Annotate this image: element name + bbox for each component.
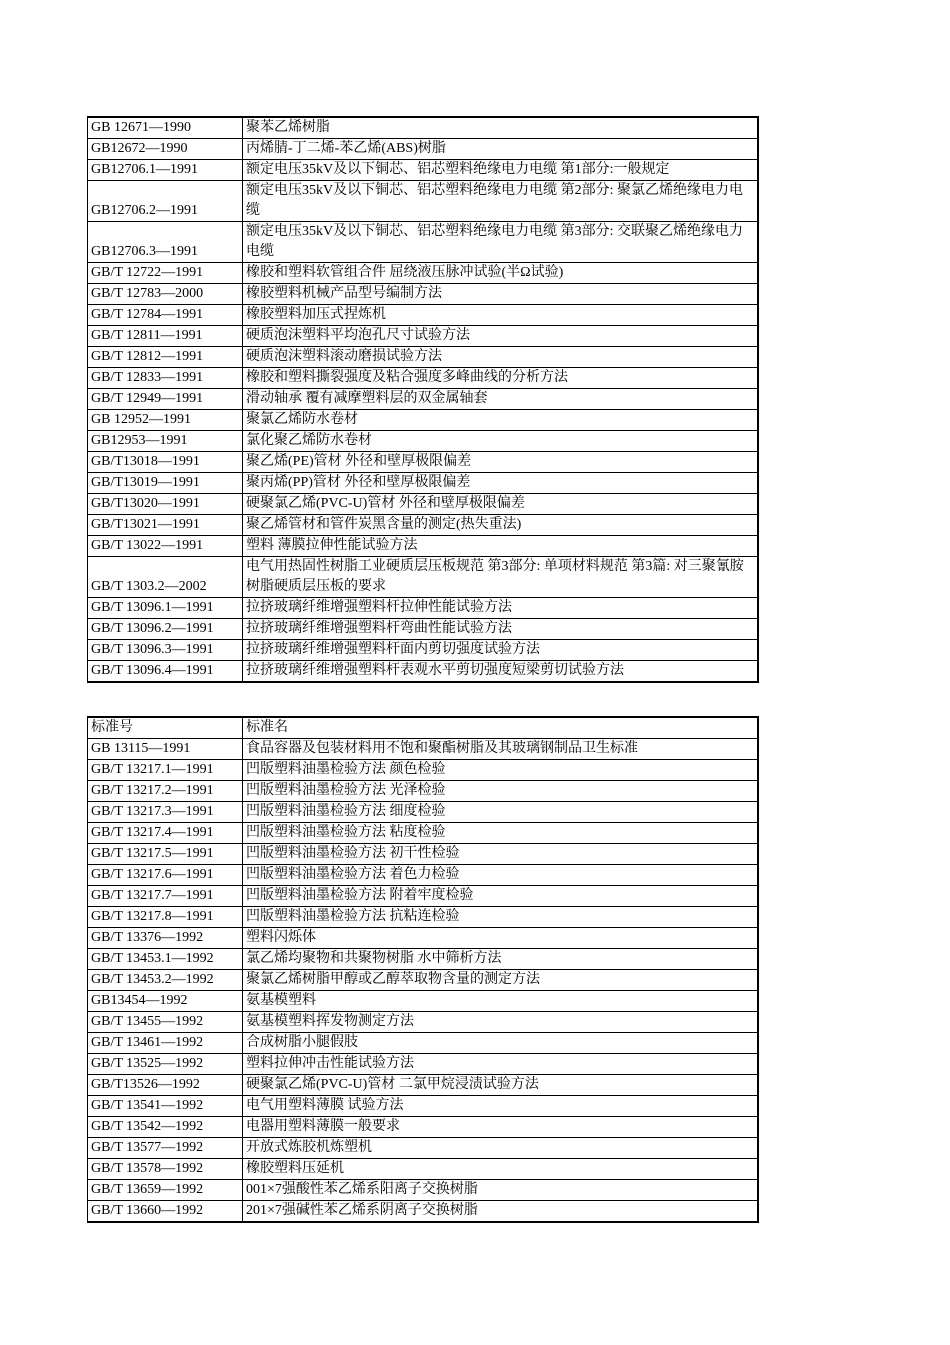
standard-number-cell: GB/T 13096.3—1991	[88, 640, 243, 661]
table-row	[88, 515, 758, 536]
table-row	[88, 305, 758, 326]
table-row	[88, 886, 758, 907]
table-row	[88, 991, 758, 1012]
table-row	[88, 347, 758, 368]
standard-number-cell: GB/T 13217.2—1991	[88, 781, 243, 802]
standard-name-cell: 拉挤玻璃纤维增强塑料杆表观水平剪切强度短梁剪切试验方法	[243, 661, 758, 683]
standard-number-cell: GB/T 13217.3—1991	[88, 802, 243, 823]
standard-number-cell: GB/T 13022—1991	[88, 536, 243, 557]
table-row	[88, 1033, 758, 1054]
table-row	[88, 557, 758, 598]
standard-name-cell: 氯乙烯均聚物和共聚物树脂 水中筛析方法	[243, 949, 758, 970]
standard-name-cell: 硬质泡沫塑料平均泡孔尺寸试验方法	[243, 326, 758, 347]
standard-number-cell: GB12706.1—1991	[88, 160, 243, 181]
header-standard-number: 标准号	[88, 717, 243, 739]
standard-number-cell: GB/T 13525—1992	[88, 1054, 243, 1075]
standard-name-cell: 氨基模塑料挥发物测定方法	[243, 1012, 758, 1033]
standard-name-cell: 橡胶塑料机械产品型号编制方法	[243, 284, 758, 305]
standard-name-cell: 开放式炼胶机炼塑机	[243, 1138, 758, 1159]
table-row	[88, 802, 758, 823]
table-row	[88, 222, 758, 263]
standard-number-cell: GB/T13020—1991	[88, 494, 243, 515]
standard-number-cell: GB 12952—1991	[88, 410, 243, 431]
table-row	[88, 1054, 758, 1075]
table-row	[88, 640, 758, 661]
standard-name-cell: 橡胶和塑料软管组合件 屈绕液压脉冲试验(半Ω试验)	[243, 263, 758, 284]
standard-number-cell: GB/T 12949—1991	[88, 389, 243, 410]
standard-name-cell: 额定电压35kV及以下铜芯、铝芯塑料绝缘电力电缆 第1部分:一般规定	[243, 160, 758, 181]
table-row	[88, 1075, 758, 1096]
table-row	[88, 117, 758, 139]
standard-name-cell: 拉挤玻璃纤维增强塑料杆拉伸性能试验方法	[243, 598, 758, 619]
standard-name-cell: 额定电压35kV及以下铜芯、铝芯塑料绝缘电力电缆 第2部分: 聚氯乙烯绝缘电力电缆	[243, 181, 758, 222]
standard-number-cell: GB/T13021—1991	[88, 515, 243, 536]
standard-number-cell: GB/T 13461—1992	[88, 1033, 243, 1054]
table-row	[88, 781, 758, 802]
standard-number-cell: GB12953—1991	[88, 431, 243, 452]
standards-table-2	[87, 716, 759, 1223]
table-row	[88, 1201, 758, 1223]
standard-number-cell: GB/T 13217.4—1991	[88, 823, 243, 844]
standard-number-cell: GB/T 13578—1992	[88, 1159, 243, 1180]
standard-name-cell: 聚氯乙烯树脂甲醇或乙醇萃取物含量的测定方法	[243, 970, 758, 991]
standard-name-cell: 塑料闪烁体	[243, 928, 758, 949]
standard-name-cell: 拉挤玻璃纤维增强塑料杆面内剪切强度试验方法	[243, 640, 758, 661]
standard-number-cell: GB/T 13453.2—1992	[88, 970, 243, 991]
standard-name-cell: 橡胶塑料压延机	[243, 1159, 758, 1180]
standard-name-cell: 凹版塑料油墨检验方法 颜色检验	[243, 760, 758, 781]
table-row	[88, 844, 758, 865]
standard-name-cell: 聚乙烯管材和管件炭黑含量的测定(热失重法)	[243, 515, 758, 536]
standard-number-cell: GB/T 13455—1992	[88, 1012, 243, 1033]
table-row	[88, 263, 758, 284]
table-row	[88, 389, 758, 410]
standard-number-cell: GB/T 13660—1992	[88, 1201, 243, 1223]
standard-number-cell: GB/T 13096.4—1991	[88, 661, 243, 683]
standard-name-cell: 电器用塑料薄膜一般要求	[243, 1117, 758, 1138]
standard-name-cell: 食品容器及包装材料用不饱和聚酯树脂及其玻璃钢制品卫生标准	[243, 739, 758, 760]
table-row	[88, 760, 758, 781]
table-row	[88, 907, 758, 928]
table-row	[88, 181, 758, 222]
standard-number-cell: GB 13115—1991	[88, 739, 243, 760]
standard-number-cell: GB/T 12722—1991	[88, 263, 243, 284]
table-row	[88, 1012, 758, 1033]
standards-table-1-body	[88, 117, 758, 682]
table-row	[88, 619, 758, 640]
table-row	[88, 865, 758, 886]
standard-number-cell: GB/T13526—1992	[88, 1075, 243, 1096]
standard-name-cell: 硬质泡沫塑料滚动磨损试验方法	[243, 347, 758, 368]
table-row	[88, 928, 758, 949]
table-row	[88, 494, 758, 515]
standard-name-cell: 凹版塑料油墨检验方法 粘度检验	[243, 823, 758, 844]
standard-name-cell: 额定电压35kV及以下铜芯、铝芯塑料绝缘电力电缆 第3部分: 交联聚乙烯绝缘电力电缆	[243, 222, 758, 263]
table-row	[88, 410, 758, 431]
table-row	[88, 326, 758, 347]
header-standard-name: 标准名	[243, 717, 758, 739]
standard-number-cell: GB/T 13096.1—1991	[88, 598, 243, 619]
standard-name-cell: 电气用热固性树脂工业硬质层压板规范 第3部分: 单项材料规范 第3篇: 对三聚氰胺树脂硬质层压板的要求	[243, 557, 758, 598]
table-row	[88, 284, 758, 305]
standard-name-cell: 橡胶和塑料撕裂强度及粘合强度多峰曲线的分析方法	[243, 368, 758, 389]
table-row	[88, 536, 758, 557]
standard-number-cell: GB/T13018—1991	[88, 452, 243, 473]
standard-name-cell: 凹版塑料油墨检验方法 附着牢度检验	[243, 886, 758, 907]
standard-number-cell: GB/T 13577—1992	[88, 1138, 243, 1159]
standard-number-cell: GB/T 12784—1991	[88, 305, 243, 326]
standard-number-cell: GB/T 13217.8—1991	[88, 907, 243, 928]
standard-name-cell: 聚乙烯(PE)管材 外径和壁厚极限偏差	[243, 452, 758, 473]
table-row	[88, 598, 758, 619]
standard-name-cell: 电气用塑料薄膜 试验方法	[243, 1096, 758, 1117]
standard-name-cell: 凹版塑料油墨检验方法 着色力检验	[243, 865, 758, 886]
table-row	[88, 823, 758, 844]
standard-number-cell: GB/T 1303.2—2002	[88, 557, 243, 598]
standard-name-cell: 硬聚氯乙烯(PVC-U)管材 外径和壁厚极限偏差	[243, 494, 758, 515]
table-row	[88, 1159, 758, 1180]
standard-number-cell: GB/T 13542—1992	[88, 1117, 243, 1138]
standard-name-cell: 合成树脂小腿假肢	[243, 1033, 758, 1054]
standard-name-cell: 凹版塑料油墨检验方法 光泽检验	[243, 781, 758, 802]
standard-number-cell: GB/T 12812—1991	[88, 347, 243, 368]
standard-number-cell: GB/T 13217.1—1991	[88, 760, 243, 781]
standards-table-1	[87, 116, 759, 683]
standard-name-cell: 拉挤玻璃纤维增强塑料杆弯曲性能试验方法	[243, 619, 758, 640]
standard-name-cell: 201×7强碱性苯乙烯系阴离子交换树脂	[243, 1201, 758, 1223]
standard-number-cell: GB/T 13659—1992	[88, 1180, 243, 1201]
standard-name-cell: 塑料 薄膜拉伸性能试验方法	[243, 536, 758, 557]
standard-number-cell: GB/T 12833—1991	[88, 368, 243, 389]
table-row	[88, 1180, 758, 1201]
standard-number-cell: GB12706.3—1991	[88, 222, 243, 263]
table-row	[88, 160, 758, 181]
table-row	[88, 431, 758, 452]
table-row	[88, 452, 758, 473]
table-header-row	[88, 717, 758, 739]
standard-name-cell: 硬聚氯乙烯(PVC-U)管材 二氯甲烷浸渍试验方法	[243, 1075, 758, 1096]
standard-name-cell: 聚苯乙烯树脂	[243, 117, 758, 139]
standard-name-cell: 聚丙烯(PP)管材 外径和壁厚极限偏差	[243, 473, 758, 494]
standard-number-cell: GB12706.2—1991	[88, 181, 243, 222]
standard-number-cell: GB12672—1990	[88, 139, 243, 160]
standard-number-cell: GB 12671—1990	[88, 117, 243, 139]
standard-name-cell: 氨基模塑料	[243, 991, 758, 1012]
standard-number-cell: GB/T 13453.1—1992	[88, 949, 243, 970]
standard-name-cell: 氯化聚乙烯防水卷材	[243, 431, 758, 452]
standard-number-cell: GB/T 13096.2—1991	[88, 619, 243, 640]
table-row	[88, 473, 758, 494]
table-row	[88, 661, 758, 683]
table-row	[88, 949, 758, 970]
standard-name-cell: 丙烯腈-丁二烯-苯乙烯(ABS)树脂	[243, 139, 758, 160]
table-row	[88, 1117, 758, 1138]
standard-number-cell: GB/T 12811—1991	[88, 326, 243, 347]
standard-name-cell: 聚氯乙烯防水卷材	[243, 410, 758, 431]
standard-number-cell: GB/T 13541—1992	[88, 1096, 243, 1117]
standard-number-cell: GB/T 13217.7—1991	[88, 886, 243, 907]
standard-number-cell: GB13454—1992	[88, 991, 243, 1012]
standard-number-cell: GB/T 13217.6—1991	[88, 865, 243, 886]
standard-name-cell: 橡胶塑料加压式捏炼机	[243, 305, 758, 326]
standards-table-2-body	[88, 739, 758, 1223]
table-row	[88, 139, 758, 160]
standard-name-cell: 滑动轴承 覆有减摩塑料层的双金属轴套	[243, 389, 758, 410]
table-row	[88, 368, 758, 389]
standard-name-cell: 凹版塑料油墨检验方法 抗粘连检验	[243, 907, 758, 928]
standard-name-cell: 凹版塑料油墨检验方法 细度检验	[243, 802, 758, 823]
standard-number-cell: GB/T 13217.5—1991	[88, 844, 243, 865]
standard-number-cell: GB/T13019—1991	[88, 473, 243, 494]
table-row	[88, 970, 758, 991]
table-row	[88, 1138, 758, 1159]
standard-number-cell: GB/T 12783—2000	[88, 284, 243, 305]
table-row	[88, 739, 758, 760]
standard-name-cell: 001×7强酸性苯乙烯系阳离子交换树脂	[243, 1180, 758, 1201]
table-row	[88, 1096, 758, 1117]
standard-number-cell: GB/T 13376—1992	[88, 928, 243, 949]
standard-name-cell: 塑料拉伸冲击性能试验方法	[243, 1054, 758, 1075]
standard-name-cell: 凹版塑料油墨检验方法 初干性检验	[243, 844, 758, 865]
